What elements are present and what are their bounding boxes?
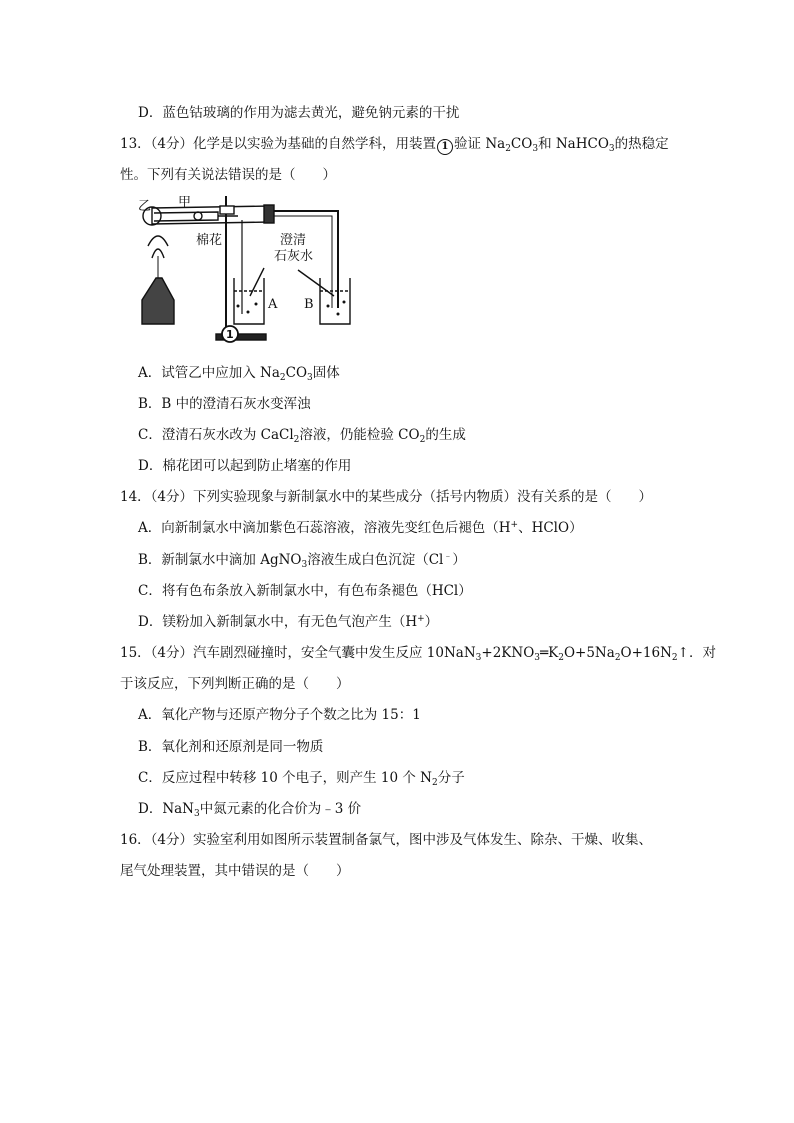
- q13-option-c: C．澄清石灰水改为 CaCl$_2$溶液，仍能检验 $CO_2$的生成: [138, 427, 466, 445]
- q13-stem: 13．（4分）化学是以实验为基础的自然学科，用装置 1 验证 $Na_2CO_3$和 NaHCO$_3$的热稳定: [120, 136, 669, 154]
- label-lime-water-2: 石灰水: [274, 249, 314, 264]
- q13-option-a: A．试管乙中应加入 $Na_2CO_3$固体: [138, 365, 340, 383]
- q14-option-c: C．将有色布条放入新制氯水中，有色布条褪色（HCl）: [138, 583, 472, 599]
- experiment-apparatus-figure: [138, 196, 358, 346]
- q13-option-d: D．棉花团可以起到防止堵塞的作用: [138, 458, 352, 474]
- q14-option-d: D．镁粉加入新制氯水中，有无色气泡产生（H+）: [138, 614, 439, 630]
- q14-option-a: A．向新制氯水中滴加紫色石蕊溶液，溶液先变红色后褪色（H+、HClO）: [138, 520, 583, 536]
- q15-option-a: A．氧化产物与还原产物分子个数之比为 15：1: [138, 707, 421, 723]
- q16-stem-line2: 尾气处理装置，其中错误的是（ ）: [120, 863, 350, 879]
- label-yi: 乙: [138, 199, 152, 214]
- q15-stem: 15．（4分）汽车剧烈碰撞时，安全气囊中发生反应 $10NaN_3+2KNO_3═K_2O+5Na_2O+16N_2↑$．对: [120, 645, 716, 663]
- q15-option-d: D．NaN$_3$中氮元素的化合价为﹣3 价: [138, 801, 362, 819]
- label-beaker-a: A: [268, 297, 278, 312]
- figure-number: 1: [226, 328, 234, 341]
- label-cotton: 棉花: [196, 233, 223, 248]
- circled-number: 1: [437, 139, 453, 155]
- q13-option-b: B．B 中的澄清石灰水变浑浊: [138, 396, 311, 412]
- q15-option-c: C．反应过程中转移 10 个电子，则产生 10 个 $N_2$分子: [138, 770, 465, 788]
- q15-option-b: B．氧化剂和还原剂是同一物质: [138, 739, 324, 755]
- q14-stem: 14．（4分）下列实验现象与新制氯水中的某些成分（括号内物质）没有关系的是（ ）: [120, 489, 653, 505]
- q12-option-d: D．蓝色钴玻璃的作用为滤去黄光，避免钠元素的干扰: [138, 105, 460, 121]
- q14-option-b: B．新制氯水中滴加 AgNO$_3$溶液生成白色沉淀（Cl﹣）: [138, 552, 466, 570]
- label-lime-water-1: 澄清: [280, 233, 307, 248]
- label-beaker-b: B: [304, 297, 314, 312]
- label-jia: 甲: [178, 196, 192, 210]
- q13-stem-line2: 性。下列有关说法错误的是（ ）: [120, 167, 336, 183]
- q15-stem-line2: 于该反应，下列判断正确的是（ ）: [120, 676, 350, 692]
- q16-stem: 16．（4分）实验室利用如图所示装置制备氯气，图中涉及气体发生、除杂、干燥、收集、: [120, 832, 653, 848]
